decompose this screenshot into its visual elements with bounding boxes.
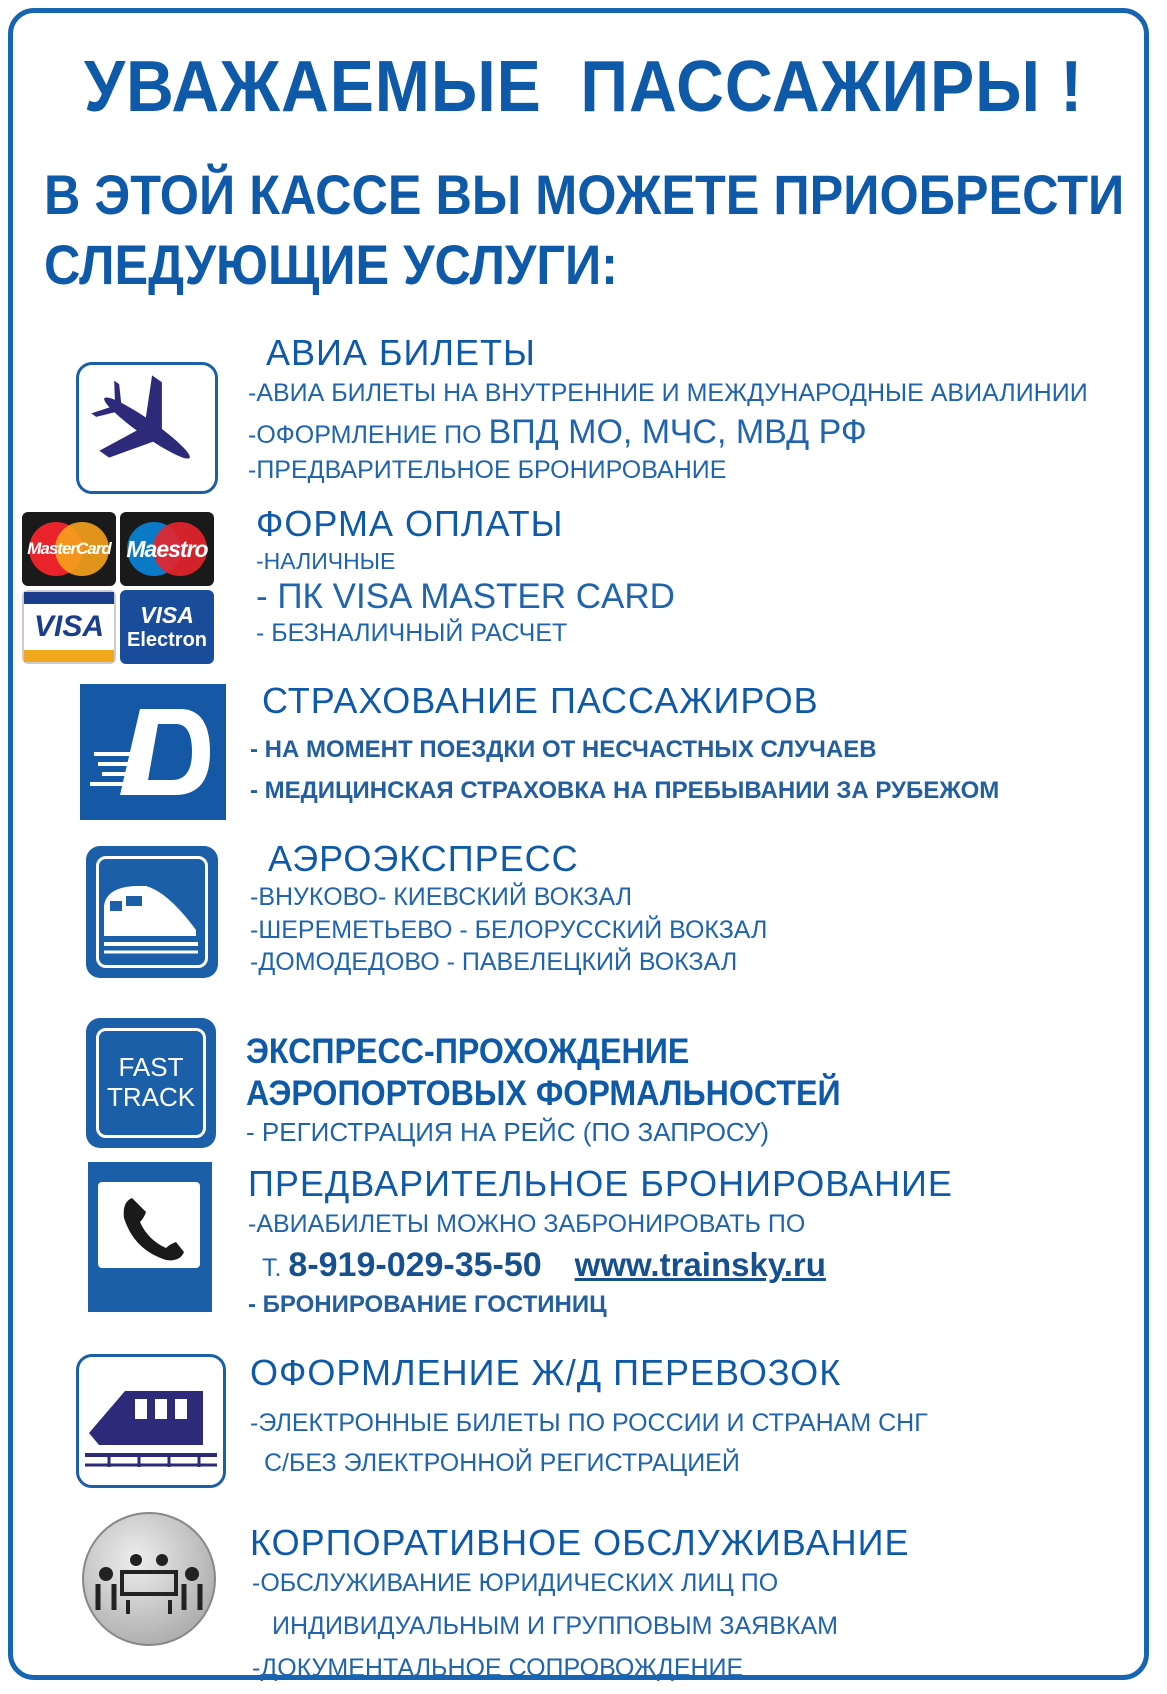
aeroexpress-section xyxy=(268,838,579,880)
corporate-line: -ОБСЛУЖИВАНИЕ ЮРИДИЧЕСКИХ ЛИЦ ПО xyxy=(252,1569,779,1597)
booking-contact-line xyxy=(262,1243,826,1287)
booking-section xyxy=(248,1163,953,1205)
airplane-icon xyxy=(76,362,218,494)
insurance-line: - МЕДИЦИНСКАЯ СТРАХОВКА НА ПРЕБЫВАНИИ ЗА РУБЕЖОМ xyxy=(250,776,1000,804)
avia-line: -ПРЕДВАРИТЕЛЬНОЕ БРОНИРОВАНИЕ xyxy=(248,455,727,484)
booking-lines xyxy=(248,1208,826,1320)
visa-electron-visa: VISA xyxy=(140,602,194,628)
visa-electron-label: Electron xyxy=(126,629,208,651)
corporate-lines xyxy=(252,1562,838,1690)
aeroexpress-lines xyxy=(250,881,767,979)
aeroexpress-line: -ВНУКОВО- КИЕВСКИЙ ВОКЗАЛ xyxy=(250,883,633,911)
aeroexpress-line: -ДОМОДЕДОВО - ПАВЕЛЕЦКИЙ ВОКЗАЛ xyxy=(250,948,738,976)
meeting-icon xyxy=(82,1512,216,1646)
avia-section xyxy=(266,332,536,374)
payment-line: - БЕЗНАЛИЧНЫЙ РАСЧЕТ xyxy=(256,619,568,648)
mastercard-logo xyxy=(22,512,116,586)
visa-electron-logo xyxy=(120,590,214,664)
aeroexpress-heading: АЭРОЭКСПРЕСС xyxy=(268,838,579,879)
rail-section xyxy=(250,1352,841,1394)
payment-section xyxy=(256,503,564,545)
train-icon xyxy=(86,846,218,978)
booking-line: -АВИАБИЛЕТЫ МОЖНО ЗАБРОНИРОВАТЬ ПО xyxy=(248,1210,806,1238)
avia-line-prefix: -ОФОРМЛЕНИЕ ПО xyxy=(248,420,482,449)
insurance-lines xyxy=(250,730,999,812)
mastercard-label: MasterCard xyxy=(27,539,111,558)
avia-lines xyxy=(248,377,1088,486)
poster-title: УВАЖАЕМЫЕ ПАССАЖИРЫ ! xyxy=(83,47,1084,127)
website-link[interactable]: www.trainsky.ru xyxy=(574,1245,826,1283)
booking-line: - БРОНИРОВАНИЕ ГОСТИНИЦ xyxy=(248,1290,607,1318)
avia-line xyxy=(248,410,1088,454)
aeroexpress-line: -ШЕРЕМЕТЬЕВО - БЕЛОРУССКИЙ ВОКЗАЛ xyxy=(250,915,768,944)
subtitle-line-2: СЛЕДУЮЩИЕ УСЛУГИ: xyxy=(44,233,618,296)
payment-lines xyxy=(256,547,675,650)
insurance-line: - НА МОМЕНТ ПОЕЗДКИ ОТ НЕСЧАСТНЫХ СЛУЧАЕВ xyxy=(250,736,877,763)
insurance-logo-icon xyxy=(80,684,226,820)
rail-heading: ОФОРМЛЕНИЕ Ж/Д ПЕРЕВОЗОК xyxy=(250,1352,842,1393)
subtitle-line-1: В ЭТОЙ КАССЕ ВЫ МОЖЕТЕ ПРИОБРЕСТИ xyxy=(44,163,1125,226)
rail-lines xyxy=(250,1403,928,1483)
fast-track-text: FAST xyxy=(118,1052,184,1083)
insurance-heading: СТРАХОВАНИЕ ПАССАЖИРОВ xyxy=(262,680,819,721)
phone-number[interactable]: 8-919-029-35-50 xyxy=(288,1245,542,1284)
corporate-heading: КОРПОРАТИВНОЕ ОБСЛУЖИВАНИЕ xyxy=(250,1522,910,1563)
visa-logo xyxy=(22,590,116,664)
visa-label: VISA xyxy=(33,610,105,643)
insurance-section xyxy=(262,680,819,722)
corporate-section xyxy=(250,1522,910,1564)
avia-heading: АВИА БИЛЕТЫ xyxy=(266,332,536,373)
phone-prefix: Т. xyxy=(262,1253,282,1282)
corporate-line: ИНДИВИДУАЛЬНЫМ И ГРУППОВЫМ ЗАЯВКАМ xyxy=(272,1611,838,1640)
avia-line-highlight: ВПД МО, МЧС, МВД РФ xyxy=(488,412,867,451)
phone-icon xyxy=(88,1162,212,1312)
fasttrack-heading: АЭРОПОРТОВЫХ ФОРМАЛЬНОСТЕЙ xyxy=(246,1074,841,1113)
avia-line: -АВИА БИЛЕТЫ НА ВНУТРЕННИЕ И МЕЖДУНАРОДНЫЕ АВИАЛИНИИ xyxy=(248,379,1088,407)
rail-line: С/БЕЗ ЭЛЕКТРОННОЙ РЕГИСТРАЦИЕЙ xyxy=(264,1449,740,1477)
payment-line: -НАЛИЧНЫЕ xyxy=(256,548,396,574)
fasttrack-line: - РЕГИСТРАЦИЯ НА РЕЙС (ПО ЗАПРОСУ) xyxy=(246,1117,770,1147)
locomotive-icon xyxy=(76,1354,226,1488)
fasttrack-heading: ЭКСПРЕСС-ПРОХОЖДЕНИЕ xyxy=(246,1032,690,1071)
payment-heading: ФОРМА ОПЛАТЫ xyxy=(256,503,564,544)
maestro-label: Maestro xyxy=(126,535,208,562)
payment-line: - ПК VISA MASTER CARD xyxy=(256,576,675,616)
fasttrack-section xyxy=(246,1032,892,1150)
fast-track-text: TRACK xyxy=(106,1082,196,1112)
fast-track-icon xyxy=(86,1018,216,1148)
rail-line: -ЭЛЕКТРОННЫЕ БИЛЕТЫ ПО РОССИИ И СТРАНАМ СНГ xyxy=(250,1409,928,1437)
maestro-logo xyxy=(120,512,214,586)
corporate-line: -ДОКУМЕНТАЛЬНОЕ СОПРОВОЖДЕНИЕ xyxy=(252,1654,744,1682)
booking-heading: ПРЕДВАРИТЕЛЬНОЕ БРОНИРОВАНИЕ xyxy=(248,1163,953,1204)
